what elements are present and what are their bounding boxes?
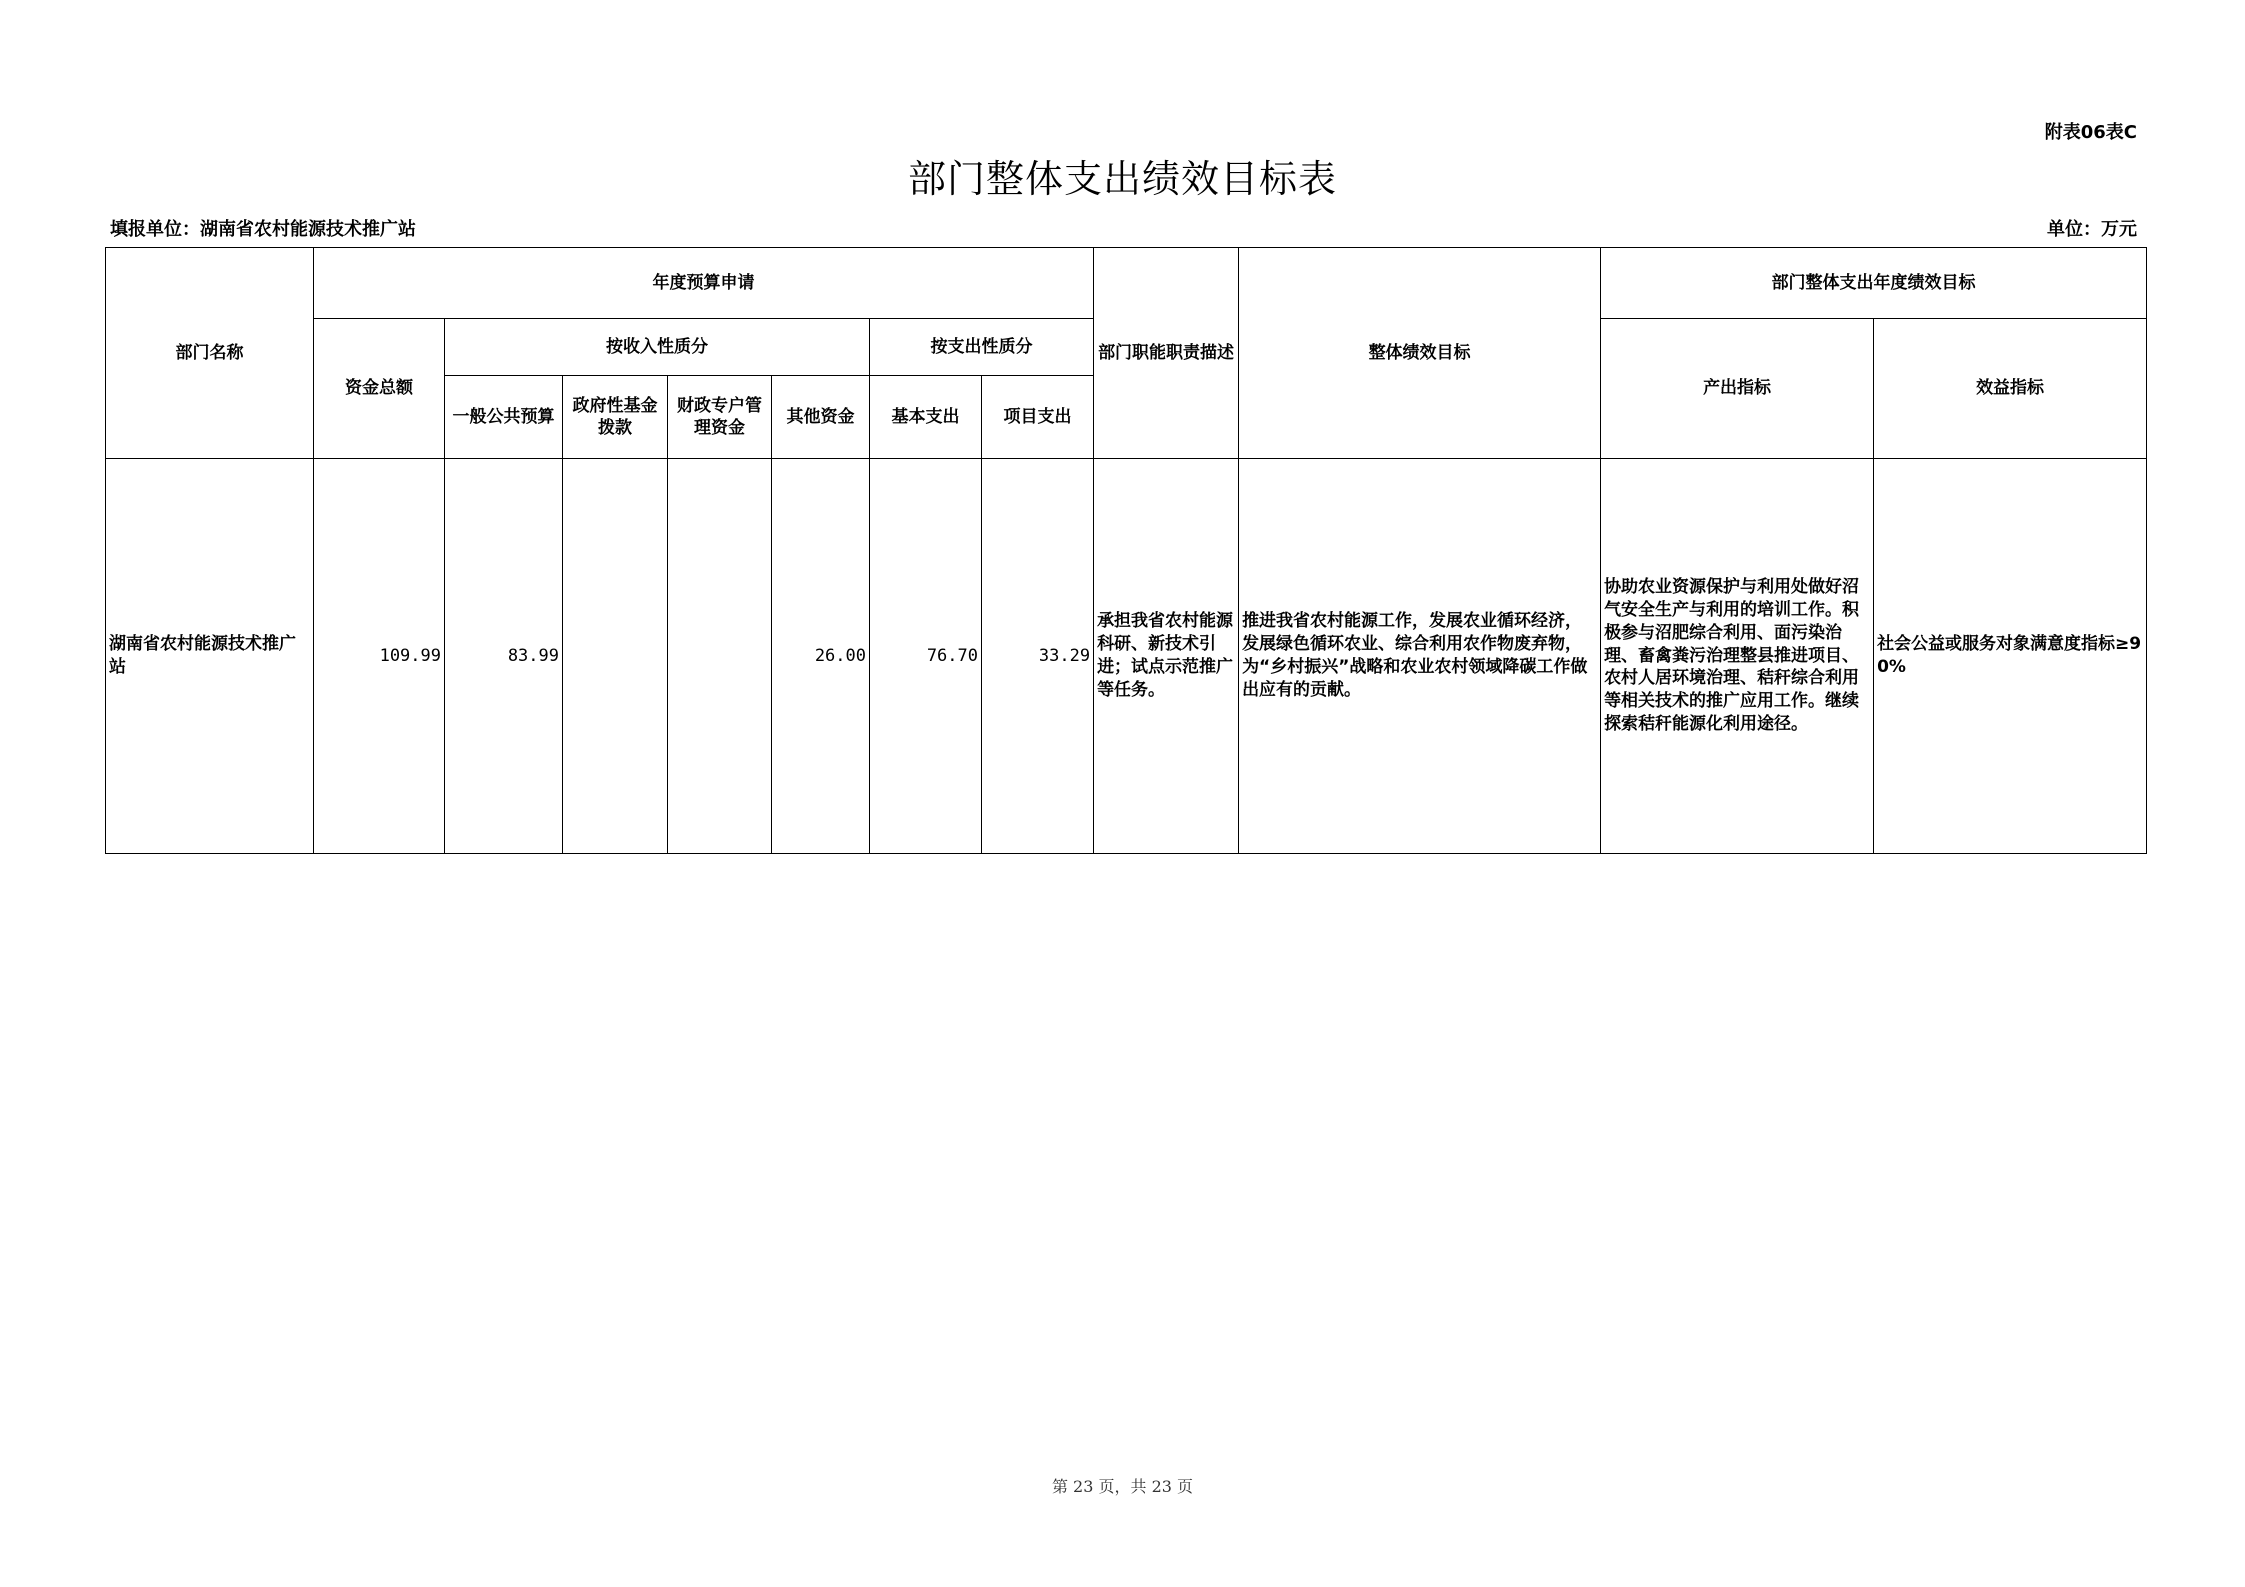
money-unit-value: 万元 (2101, 219, 2137, 240)
header-general-budget: 一般公共预算 (445, 376, 563, 459)
header-project-exp: 项目支出 (982, 376, 1094, 459)
cell-basic-exp: 76.70 (870, 459, 982, 854)
header-overall-goal: 整体绩效目标 (1239, 248, 1601, 459)
header-annual-goal: 部门整体支出年度绩效目标 (1601, 248, 2147, 319)
cell-benefit-indicator: 社会公益或服务对象满意度指标≥90% (1874, 459, 2147, 854)
header-dept-name: 部门名称 (106, 248, 314, 459)
cell-duty-desc: 承担我省农村能源科研、新技术引进；试点示范推广等任务。 (1094, 459, 1239, 854)
money-unit (2047, 215, 2137, 241)
cell-total-funds: 109.99 (314, 459, 445, 854)
cell-special-fiscal (668, 459, 772, 854)
page-footer (0, 1474, 2245, 1497)
page-title: 部门整体支出绩效目标表 (907, 157, 1337, 201)
header-gov-fund: 政府性基金拨款 (563, 376, 668, 459)
header-by-income: 按收入性质分 (445, 319, 870, 376)
cell-overall-goal: 推进我省农村能源工作，发展农业循环经济，发展绿色循环农业、综合利用农作物废弃物，为“乡村振兴”战略和农业农村领域降碳工作做出应有的贡献。 (1239, 459, 1601, 854)
cell-gov-fund (563, 459, 668, 854)
header-output-indicator: 产出指标 (1601, 319, 1874, 459)
performance-table (105, 247, 2147, 854)
cell-other-funds: 26.00 (772, 459, 870, 854)
money-unit-label: 单位 ： (2047, 219, 2101, 240)
header-by-expenditure: 按支出性质分 (870, 319, 1094, 376)
cell-general-budget: 83.99 (445, 459, 563, 854)
cell-output-indicator: 协助农业资源保护与利用处做好沼气安全生产与利用的培训工作。积极参与沼肥综合利用、面污染治理、畜禽粪污治理整县推进项目、农村人居环境治理、秸秆综合利用等相关技术的推广应用工作。继续探索秸秆能源化利用途径。 (1601, 459, 1874, 854)
header-basic-exp: 基本支出 (870, 376, 982, 459)
fill-unit-value: 湖南省农村能源技术推广站 (200, 219, 416, 240)
fill-unit-label: 填报单位 ： (110, 219, 200, 240)
header-benefit-indicator: 效益指标 (1874, 319, 2147, 459)
header-annual-budget: 年度预算申请 (314, 248, 1094, 319)
table-row (106, 459, 2147, 854)
footer-page: 第 23 页 (1051, 1477, 1115, 1496)
fill-unit (110, 215, 416, 241)
footer-total: ， 共 23 页 (1114, 1477, 1193, 1496)
header-duty-desc: 部门职能职责描述 (1094, 248, 1239, 459)
cell-project-exp: 33.29 (982, 459, 1094, 854)
header-special-fiscal: 财政专户管理资金 (668, 376, 772, 459)
attachment-label: 附表06表C (2044, 122, 2137, 143)
header-other-funds: 其他资金 (772, 376, 870, 459)
cell-dept-name: 湖南省农村能源技术推广站 (106, 459, 314, 854)
header-total-funds: 资金总额 (314, 319, 445, 459)
